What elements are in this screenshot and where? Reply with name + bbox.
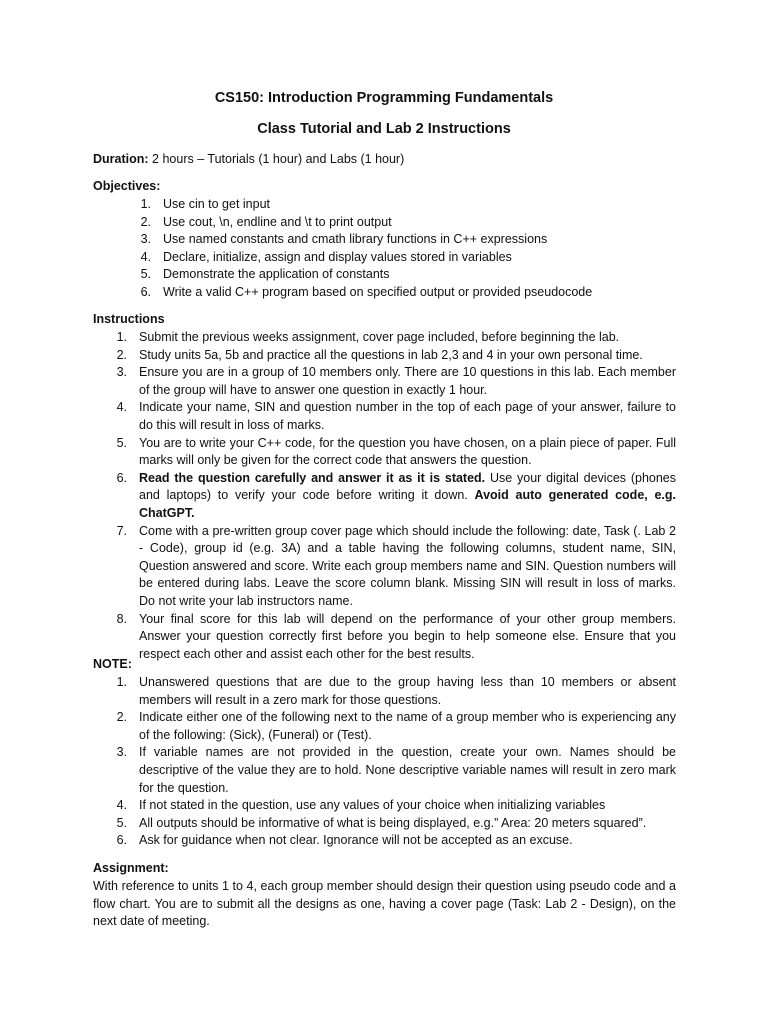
duration-label: Duration: [93,152,149,166]
document-subtitle: Class Tutorial and Lab 2 Instructions [257,121,511,137]
objectives-list [93,196,676,302]
item-number: 1. [140,197,151,211]
list-item [93,832,676,850]
list-item [93,815,676,833]
list-item [93,231,676,249]
item-text: Declare, initialize, assign and display values stored in variables [163,249,512,264]
item-text: Your final score for this lab will depend on the performance of your other group members. Answer your question correctly first before you begin to help someone else. Ensure that you respect each other and assist each other for the best results. [139,611,676,661]
item-text: Ensure you are in a group of 10 members only. There are 10 questions in this lab. Each member of the group will have to answer one question in exactly 1 hour. [139,365,676,397]
item-text: Study units 5a, 5b and practice all the questions in lab 2,3 and 4 in your own personal time. [139,347,643,362]
list-item [93,797,676,815]
list-item [93,364,676,399]
list-item [93,399,676,434]
item-number: 7. [116,523,127,538]
item-text: Submit the previous weeks assignment, cover page included, before beginning the lab. [139,330,620,344]
assignment-text: With reference to units 1 to 4, each group member should design their question using pseudo code and a flow chart. You are to submit all the designs as one, having a cover page (Task: Lab 2 - Design), on the next date of meeting. [93,879,676,929]
item-number: 2. [116,710,127,725]
item-bold-text: Read the question carefully and answer it as it is stated. [139,470,486,485]
item-text: Write a valid C++ program based on specified output or provided pseudocode [163,284,593,299]
item-number: 5. [116,435,127,450]
item-text: Ask for guidance when not clear. Ignorance will not be accepted as an excuse. [139,833,573,848]
list-item [93,249,676,267]
duration-line [93,151,404,169]
item-number: 6. [116,833,127,848]
notes-list [93,674,676,850]
assignment-heading: Assignment: [93,861,169,875]
item-text: Demonstrate the application of constants [163,267,390,282]
duration-value: 2 hours – Tutorials (1 hour) and Labs (1 hour) [148,152,405,166]
item-number: 6. [116,470,127,485]
item-text: Use named constants and cmath library functions in C++ expressions [163,232,548,247]
item-number: 5. [140,267,151,282]
list-item [93,284,676,302]
item-number: 4. [116,798,127,813]
item-number: 1. [116,330,127,344]
item-text: Use cin to get input [163,197,271,211]
list-item [93,611,676,664]
item-text: Unanswered questions that are due to the group having less than 10 members or absent members will result in a zero mark for those questions. [139,675,676,707]
item-number: 3. [116,745,127,760]
item-text: If variable names are not provided in the question, create your own. Names should be descriptive of the value they are to hold. None descriptive variable names will result in zero mark for the question. [139,745,676,795]
item-number: 4. [116,400,127,415]
list-item [93,266,676,284]
item-text: All outputs should be informative of what is being displayed, e.g.” Area: 20 meters squared”. [139,815,647,830]
list-item [93,214,676,232]
list-item [93,709,676,744]
item-number: 3. [140,232,151,247]
list-item [93,329,676,347]
document-title: CS150: Introduction Programming Fundamentals [214,90,554,106]
item-text: If not stated in the question, use any values of your choice when initializing variables [139,798,606,813]
list-item [93,744,676,797]
item-number: 6. [140,284,151,299]
item-text: Use cout, \n, endline and \t to print output [163,214,392,229]
item-number: 4. [140,249,151,264]
list-item [93,435,676,470]
item-text: Use your digital devices (phones and laptops) to verify your code before writing it down. [139,470,677,503]
item-number: 2. [116,347,127,362]
item-text: Indicate your name, SIN and question number in the top of each page of your answer, failure to do this will result in loss of marks. [139,400,676,432]
list-item [93,347,676,365]
instructions-heading: Instructions [93,312,165,326]
item-text: Indicate either one of the following next to the name of a group member who is experiencing any of the following: (Sick), (Funeral) or (Test). [139,710,676,742]
item-bold-text: Avoid auto generated code, e.g. ChatGPT. [139,488,677,520]
list-item [93,523,676,611]
item-number: 3. [116,365,127,380]
item-text: Come with a pre-written group cover page which should include the following: date, Task (. Lab 2 - Code), group id (e.g. 3A) and a table having the following columns, student name, SIN, Question answered and score. Write each group members name and SIN. Question numbers will be entered during labs. Leave the score column blank. Missing SIN will result in loss of marks. Do not write your lab instructors name. [139,523,676,608]
list-item [93,470,676,523]
objectives-heading: Objectives: [93,179,161,193]
note-heading: NOTE: [93,657,132,671]
item-number: 2. [140,214,151,229]
list-item [93,196,676,214]
item-number: 8. [116,611,127,626]
item-number: 5. [116,815,127,830]
instructions-list [93,329,676,663]
list-item [93,674,676,709]
item-text: You are to write your C++ code, for the question you have chosen, on a plain piece of paper. Full marks will only be given for the correct code that answers the question. [139,435,676,468]
item-number: 1. [116,675,127,689]
